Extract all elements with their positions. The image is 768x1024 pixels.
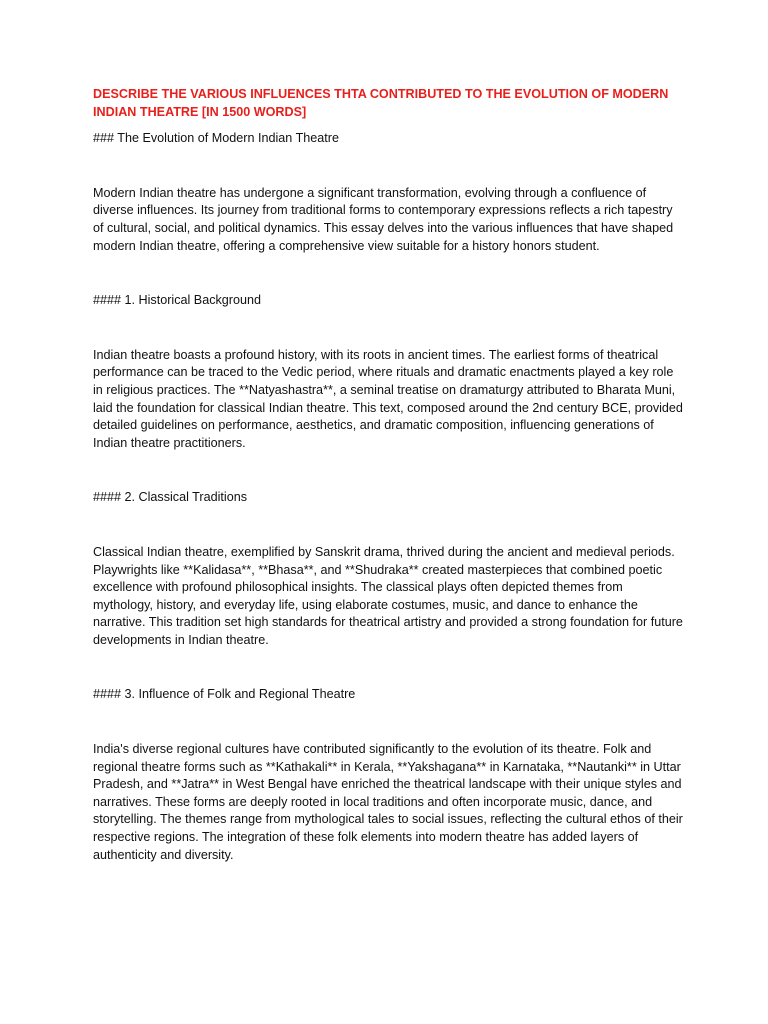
document-title: DESCRIBE THE VARIOUS INFLUENCES THTA CONTRIBUTED TO THE EVOLUTION OF MODERN INDIAN THEATRE [IN 1500 WORDS]	[93, 87, 669, 119]
section-body-2: Classical Indian theatre, exemplified by Sanskrit drama, thrived during the ancient and medieval periods. Playwrights like **Kalidasa**, **Bhasa**, and **Shudraka** created masterpieces that combined poetic excellence with profound philosophical insights. The classical plays often depicted themes from mythology, history, and everyday life, using elaborate costumes, music, and dance to enhance the narrative. This tradition set high standards for theatrical artistry and provided a strong foundation for future developments in Indian theatre.	[93, 544, 683, 647]
main-heading: ### The Evolution of Modern Indian Theatre	[93, 131, 339, 146]
spacer	[93, 452, 683, 489]
intro-paragraph: Modern Indian theatre has undergone a significant transformation, evolving through a confluence of diverse influences. Its journey from traditional forms to contemporary expressions reflects a rich tapestry of cultural, social, and political dynamics. This essay delves into the various influences that have shaped modern Indian theatre, offering a comprehensive view suitable for a history honors student.	[93, 185, 674, 253]
spacer	[93, 507, 683, 544]
spacer	[93, 255, 683, 292]
spacer	[93, 310, 683, 347]
document-page	[93, 86, 683, 864]
section-body-1: Indian theatre boasts a profound history, with its roots in ancient times. The earliest forms of theatrical performance can be traced to the Vedic period, where rituals and dramatic enactments played a key role in religious practices. The **Natyashastra**, a seminal treatise on dramaturgy attributed to Bharata Muni, laid the foundation for classical Indian theatre. This text, composed around the 2nd century BCE, provided detailed guidelines on performance, aesthetics, and dramatic composition, influencing generations of Indian theatre practitioners.	[93, 347, 683, 450]
spacer	[93, 148, 683, 185]
section-heading-3: #### 3. Influence of Folk and Regional Theatre	[93, 687, 356, 702]
section-body-3: India's diverse regional cultures have contributed significantly to the evolution of its theatre. Folk and regional theatre forms such as **Kathakali** in Kerala, **Yakshagana** in Karnataka, **Nautanki** in Uttar Pradesh, and **Jatra** in West Bengal have enriched the theatrical landscape with their unique styles and narratives. These forms are deeply rooted in local traditions and often incorporate music, dance, and storytelling. The themes range from mythological tales to social issues, reflecting the cultural ethos of their respective regions. The integration of these folk elements into modern theatre has added layers of authenticity and diversity.	[93, 742, 683, 862]
section-heading-1: #### 1. Historical Background	[93, 293, 262, 308]
spacer	[93, 649, 683, 686]
spacer	[93, 704, 683, 741]
section-heading-2: #### 2. Classical Traditions	[93, 490, 248, 505]
